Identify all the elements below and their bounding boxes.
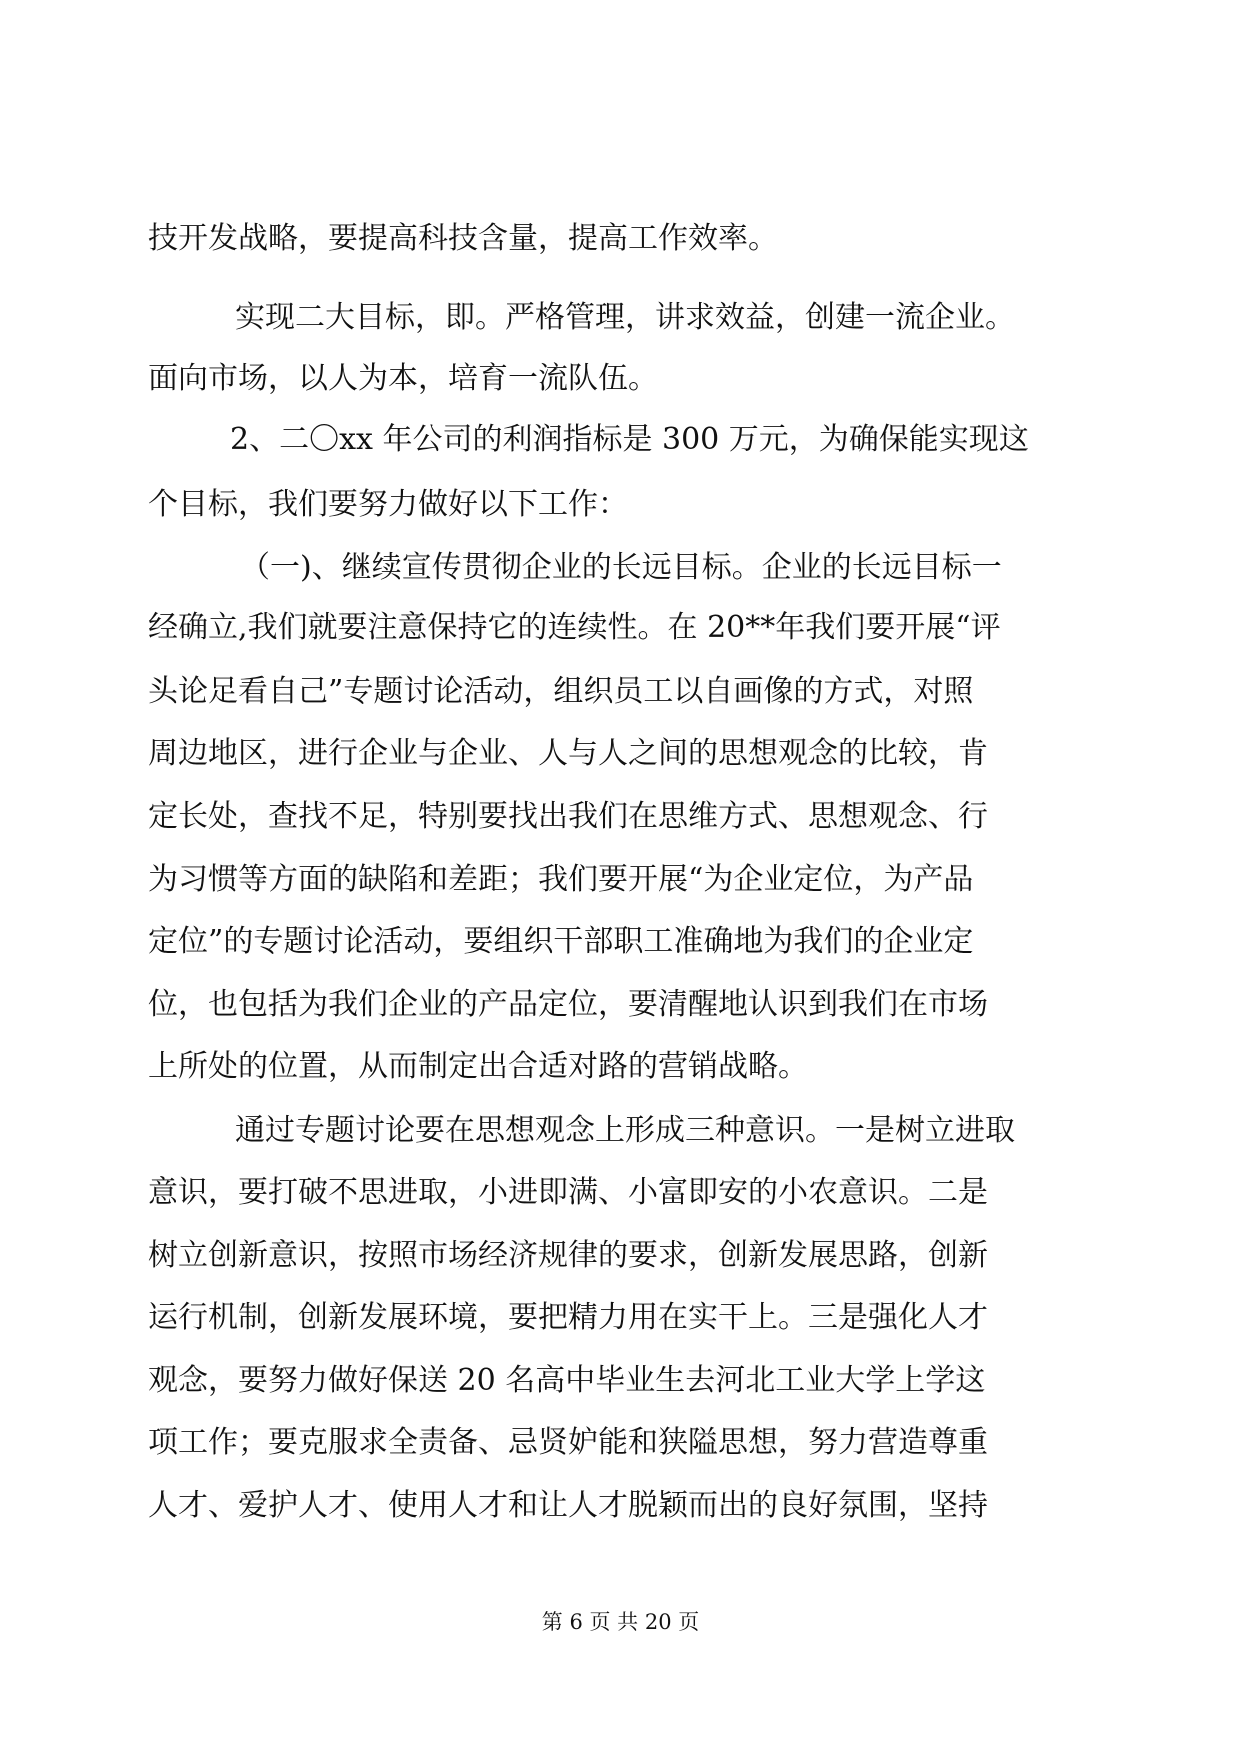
text-line: 定位”的专题讨论活动，要组织干部职工准确地为我们的企业定: [148, 924, 974, 959]
text-line: 周边地区，进行企业与企业、人与人之间的思想观念的比较，肯: [148, 736, 988, 771]
page-number-footer: 第 6 页 共 20 页: [541, 1610, 700, 1634]
text-line: （一)、继续宣传贯彻企业的长远目标。企业的长远目标一: [240, 550, 1002, 585]
text-line: 意识，要打破不思进取，小进即满、小富即安的小农意识。二是: [148, 1175, 988, 1210]
text-line: 为习惯等方面的缺陷和差距；我们要开展“为企业定位，为产品: [148, 862, 974, 897]
text-line: 面向市场，以人为本，培育一流队伍。: [148, 361, 658, 396]
text-line: 人才、爱护人才、使用人才和让人才脱颖而出的良好氛围，坚持: [148, 1488, 988, 1523]
text-line: 头论足看自己”专题讨论活动，组织员工以自画像的方式，对照: [148, 674, 974, 709]
text-line: 位，也包括为我们企业的产品定位，要清醒地认识到我们在市场: [148, 987, 988, 1022]
text-line: 观念，要努力做好保送 20 名高中毕业生去河北工业大学上学这: [148, 1363, 986, 1398]
text-line: 运行机制，创新发展环境，要把精力用在实干上。三是强化人才: [148, 1300, 988, 1335]
text-line: 项工作；要克服求全责备、忌贤妒能和狭隘思想，努力营造尊重: [148, 1425, 988, 1460]
text-line: 实现二大目标，即。严格管理，讲求效益，创建一流企业。: [235, 300, 1015, 335]
text-line: 定长处，查找不足，特别要找出我们在思维方式、思想观念、行: [148, 799, 988, 834]
text-line: 经确立,我们就要注意保持它的连续性。在 20**年我们要开展“评: [148, 610, 1001, 645]
text-line: 通过专题讨论要在思想观念上形成三种意识。一是树立进取: [235, 1113, 1015, 1148]
text-line: 上所处的位置，从而制定出合适对路的营销战略。: [148, 1049, 808, 1084]
text-line: 2、二〇xx 年公司的利润指标是 300 万元，为确保能实现这: [230, 422, 1029, 457]
text-line: 技开发战略，要提高科技含量，提高工作效率。: [148, 221, 778, 256]
text-line: 树立创新意识，按照市场经济规律的要求，创新发展思路，创新: [148, 1238, 988, 1273]
text-line: 个目标，我们要努力做好以下工作：: [148, 487, 628, 522]
